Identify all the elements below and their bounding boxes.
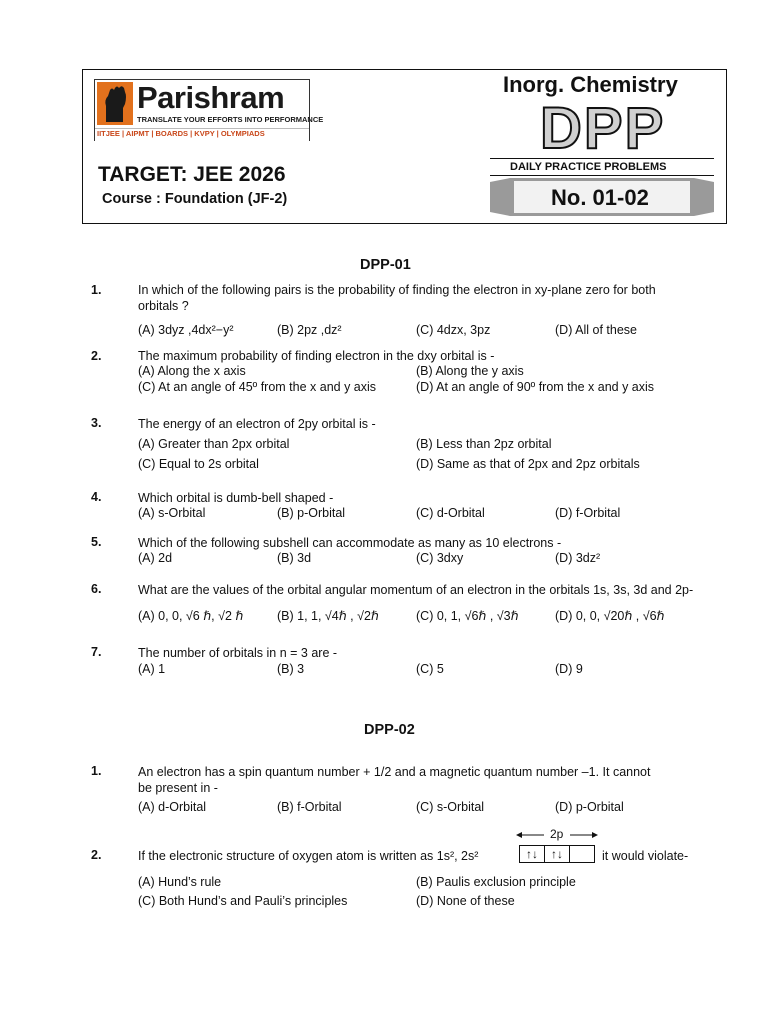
option-b: (B) Paulis exclusion principle (416, 875, 576, 889)
orbital-box: ↑↓ (519, 845, 545, 863)
orbital-box-label: 2p (550, 827, 564, 841)
question-text: In which of the following pairs is the probability of finding the electron in xy-plane zero for both orbitals ? (138, 283, 656, 313)
section-title-dpp02: DPP-02 (364, 722, 415, 738)
option-b: (B) p-Orbital (277, 506, 346, 520)
option-d: (D) None of these (416, 894, 515, 908)
option-c: (C) 0, 1, √6ℏ , √3ℏ (416, 609, 519, 623)
orbital-box (569, 845, 595, 863)
question-text: The energy of an electron of 2py orbital is - (138, 417, 376, 431)
option-a: (A) 1 (138, 662, 166, 676)
option-a: (A) d-Orbital (138, 800, 207, 814)
question-text: Which of the following subshell can accommodate as many as 10 electrons - (138, 536, 562, 550)
option-b: (B) 1, 1, √4ℏ , √2ℏ (277, 609, 379, 623)
option-b: (B) 3d (277, 551, 312, 565)
question-number: 2. (91, 848, 102, 862)
question-text: The number of orbitals in n = 3 are - (138, 646, 338, 660)
option-b: (B) 2pz ,dz² (277, 323, 342, 337)
option-a: (A) Hund’s rule (138, 875, 222, 889)
option-c: (C) d-Orbital (416, 506, 485, 520)
option-c: (C) Equal to 2s orbital (138, 457, 259, 471)
question-text-end: it would violate- (602, 849, 689, 863)
orbital-boxes (519, 845, 594, 863)
logo-name: Parishram (137, 80, 285, 115)
course-name: Course : Foundation (JF-2) (102, 191, 288, 207)
section-title-dpp01: DPP-01 (360, 257, 411, 273)
option-c: (C) Both Hund’s and Pauli’s principles (138, 894, 348, 908)
option-a: (A) 0, 0, √6 ℏ, √2 ℏ (138, 609, 244, 623)
option-c: (C) 4dzx, 3pz (416, 323, 491, 337)
option-a: (A) s-Orbital (138, 506, 206, 520)
question-number: 3. (91, 416, 102, 430)
option-a: (A) 3dyz ,4dx²−y² (138, 323, 234, 337)
dpp-banner: DPP (540, 96, 666, 161)
question-text: What are the values of the orbital angular momentum of an electron in the orbitals 1s, 3s, 3d and 2p- (138, 583, 694, 597)
option-c: (C) 5 (416, 662, 444, 676)
option-c: (C) 3dxy (416, 551, 464, 565)
question-number: 2. (91, 349, 102, 363)
option-d: (D) p-Orbital (555, 800, 624, 814)
question-number: 6. (91, 582, 102, 596)
option-d: (D) f-Orbital (555, 506, 621, 520)
orbital-box: ↑↓ (544, 845, 570, 863)
option-a: (A) 2d (138, 551, 173, 565)
question-text: If the electronic structure of oxygen atom is written as 1s², 2s² (138, 849, 479, 863)
option-a: (A) Greater than 2px orbital (138, 437, 290, 451)
fist-logo-icon (97, 82, 133, 125)
option-d: (D) 3dz² (555, 551, 601, 565)
option-d: (D) 0, 0, √20ℏ , √6ℏ (555, 609, 665, 623)
question-text: Which orbital is dumb-bell shaped - (138, 491, 334, 505)
subject-title: Inorg. Chemistry (503, 72, 678, 97)
question-number: 1. (91, 283, 102, 297)
option-b: (B) Along the y axis (416, 364, 524, 378)
option-b: (B) f-Orbital (277, 800, 342, 814)
question-number: 4. (91, 490, 102, 504)
question-number: 1. (91, 764, 102, 778)
option-d: (D) 9 (555, 662, 583, 676)
question-number: 5. (91, 535, 102, 549)
option-a: (A) Along the x axis (138, 364, 246, 378)
target-title: TARGET: JEE 2026 (98, 163, 286, 186)
question-text: The maximum probability of finding electron in the dxy orbital is - (138, 349, 495, 363)
option-b: (B) Less than 2pz orbital (416, 437, 552, 451)
option-b: (B) 3 (277, 662, 305, 676)
option-c: (C) s-Orbital (416, 800, 485, 814)
option-d: (D) All of these (555, 323, 637, 337)
option-c: (C) At an angle of 45º from the x and y axis (138, 380, 377, 394)
logo-courses: IITJEE | AIPMT | BOARDS | KVPY | OLYMPIADS (97, 129, 265, 138)
question-number: 7. (91, 645, 102, 659)
dpp-number: No. 01-02 (551, 185, 649, 210)
option-d: (D) Same as that of 2px and 2pz orbitals (416, 457, 640, 471)
question-text: An electron has a spin quantum number + 1/2 and a magnetic quantum number –1. It cannot be present in - (138, 765, 651, 795)
dpp-subtitle: DAILY PRACTICE PROBLEMS (510, 161, 667, 173)
option-d: (D) At an angle of 90º from the x and y axis (416, 380, 655, 394)
logo-tagline: TRANSLATE YOUR EFFORTS INTO PERFORMANCE (137, 115, 324, 124)
